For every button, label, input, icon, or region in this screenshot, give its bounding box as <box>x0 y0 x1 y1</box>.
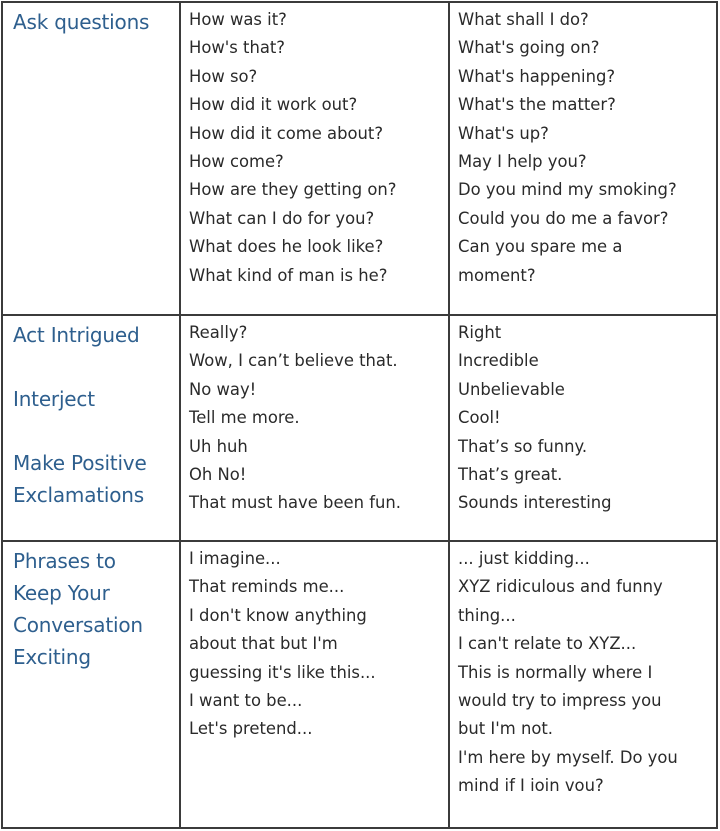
list-item: would try to impress you <box>458 691 662 711</box>
list-item: I don't know anything <box>189 605 367 625</box>
list-item: That’s so funny. <box>458 436 588 456</box>
list-item: No way! <box>189 379 257 399</box>
list-item: What's the matter? <box>458 95 616 115</box>
list-item: What does he look like? <box>189 237 384 257</box>
heading-spacer <box>13 351 175 383</box>
phrase-list <box>189 319 444 518</box>
list-item: I'm here by myself. Do you <box>458 747 678 767</box>
category-cell-react <box>2 315 180 541</box>
heading-spacer <box>13 415 175 447</box>
list-item: Unbelievable <box>458 379 565 399</box>
category-heading-line: Phrases to <box>13 549 116 573</box>
list-item: This is normally where I <box>458 662 653 682</box>
list-item: XYZ ridiculous and funny <box>458 577 663 597</box>
list-item: Really? <box>189 323 248 342</box>
category-heading-act-intrigued: Act Intrigued <box>13 323 140 347</box>
category-heading: Ask questions <box>13 10 150 34</box>
list-item: Tell me more. <box>189 408 300 428</box>
list-item: guessing it's like this... <box>189 662 376 682</box>
category-cell-ask-questions <box>2 2 180 315</box>
phrase-list <box>458 319 712 518</box>
list-item: How come? <box>189 152 284 172</box>
list-item: How so? <box>189 66 258 86</box>
phrase-list <box>458 545 712 801</box>
list-item: Wow, I can’t believe that. <box>189 351 398 371</box>
phrase-cell-react-left <box>180 315 449 541</box>
table-row-react <box>2 315 717 541</box>
list-item: Incredible <box>458 351 539 371</box>
phrase-list <box>189 6 444 290</box>
list-item: Do you mind my smoking? <box>458 180 677 200</box>
list-item: moment? <box>458 265 536 285</box>
list-item: ... just kidding... <box>458 549 590 568</box>
category-heading-make-positive: Make Positive <box>13 451 147 475</box>
list-item: That’s great. <box>458 465 563 485</box>
list-item: I want to be... <box>189 691 303 711</box>
list-item: thing... <box>458 605 516 625</box>
conversation-phrases-table <box>1 1 718 829</box>
list-item: How did it come about? <box>189 123 384 143</box>
phrase-list <box>189 545 444 744</box>
list-item: That must have been fun. <box>189 493 401 513</box>
list-item: Can you spare me a <box>458 237 623 257</box>
category-heading-exclamations: Exclamations <box>13 483 144 507</box>
list-item: What's up? <box>458 123 549 143</box>
list-item: Sounds interesting <box>458 493 612 513</box>
category-heading-line: Keep Your <box>13 581 110 605</box>
list-item: What can I do for you? <box>189 208 375 228</box>
list-item: How are they getting on? <box>189 180 397 200</box>
list-item: Could you do me a favor? <box>458 208 669 228</box>
phrase-cell-ask-questions-left <box>180 2 449 315</box>
list-item: Uh huh <box>189 436 248 456</box>
phrase-cell-ask-questions-right <box>449 2 717 315</box>
list-item: How did it work out? <box>189 95 358 115</box>
phrase-list <box>458 6 712 290</box>
table-row-ask-questions <box>2 2 717 315</box>
category-cell-keep-exciting <box>2 541 180 828</box>
list-item: What's happening? <box>458 66 616 86</box>
list-item: What's going on? <box>458 38 600 58</box>
list-item: What kind of man is he? <box>189 265 388 285</box>
category-heading-line: Conversation <box>13 613 143 637</box>
list-item: I can't relate to XYZ... <box>458 634 637 654</box>
phrase-cell-react-right <box>449 315 717 541</box>
list-item: That reminds me... <box>189 577 345 597</box>
list-item: Cool! <box>458 408 501 428</box>
phrase-cell-keep-exciting-right <box>449 541 717 828</box>
list-item: I imagine... <box>189 549 281 568</box>
category-heading-interject: Interject <box>13 387 95 411</box>
list-item: How's that? <box>189 38 285 58</box>
table-row-keep-exciting <box>2 541 717 828</box>
list-item: but I'm not. <box>458 719 553 739</box>
list-item: Right <box>458 323 502 342</box>
list-item: Oh No! <box>189 465 247 485</box>
phrase-cell-keep-exciting-left <box>180 541 449 828</box>
list-item: What shall I do? <box>458 10 589 29</box>
category-heading-line: Exciting <box>13 645 91 669</box>
list-item: about that but I'm <box>189 634 338 654</box>
list-item: How was it? <box>189 10 287 29</box>
list-item: mind if I ioin vou? <box>458 776 604 796</box>
list-item: May I help you? <box>458 152 587 172</box>
list-item: Let's pretend... <box>189 719 313 739</box>
